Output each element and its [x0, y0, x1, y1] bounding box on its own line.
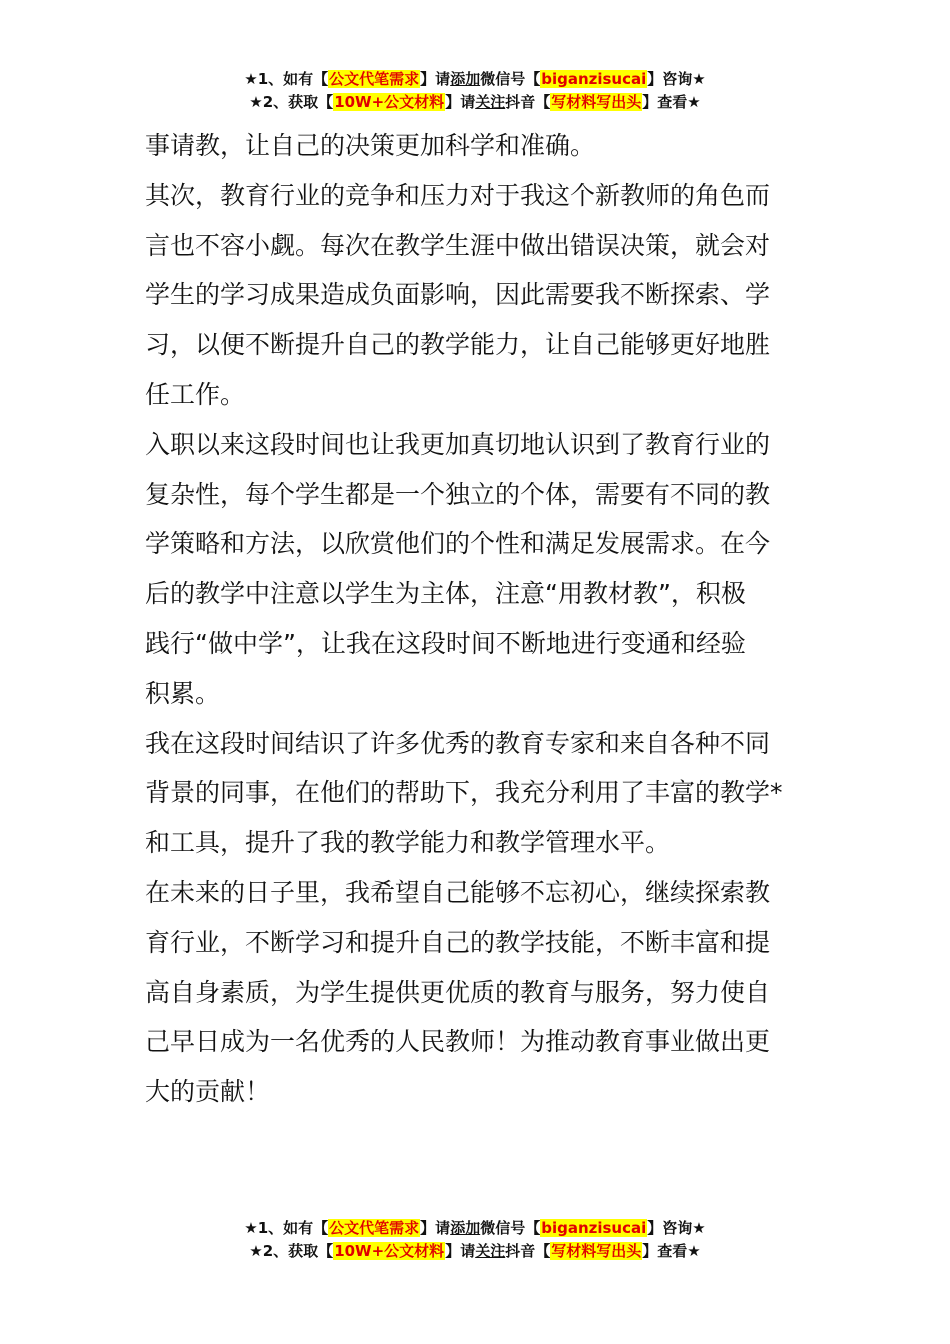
body-line: 践行“做中学”，让我在这段时间不断地进行变通和经验: [145, 628, 746, 658]
banner-text: 】请: [420, 70, 451, 88]
banner-underline: 添加: [450, 70, 481, 88]
banner-highlight: 写材料写出头: [551, 93, 642, 111]
body-line: 言也不容小觑。每次在教学生涯中做出错误决策，就会对: [145, 230, 771, 260]
banner-text: 】查看★: [642, 1242, 701, 1260]
banner-text: 】请: [420, 1219, 451, 1237]
body-line: 大的贡献！: [145, 1077, 271, 1107]
banner-text: 抖音【: [505, 93, 551, 111]
banner-underline: 添加: [450, 1219, 481, 1237]
body-line: 高自身素质，为学生提供更优质的教育与服务，努力使自: [145, 977, 771, 1007]
banner-underline: 关注: [475, 1242, 506, 1260]
body-line: 习，以便不断提升自己的教学能力，让自己能够更好地胜: [145, 330, 771, 360]
banner-text: 】请: [445, 1242, 476, 1260]
banner-text: ★2、获取【: [249, 93, 334, 111]
body-line: 事请教，让自己的决策更加科学和准确。: [145, 131, 596, 160]
banner-highlight: 写材料写出头: [551, 1242, 642, 1260]
bottom-banner: [0, 1217, 950, 1263]
banner-highlight: biganzisucai: [541, 1219, 647, 1237]
body-line: 学生的学习成果造成负面影响，因此需要我不断探索、学: [145, 280, 771, 310]
banner-text: ★1、如有【: [244, 1219, 329, 1237]
banner-line-2: [0, 1240, 950, 1263]
body-line: 我在这段时间结识了许多优秀的教育专家和来自各种不同: [145, 728, 771, 758]
body-line: 己早日成为一名优秀的人民教师！为推动教育事业做出更: [145, 1027, 771, 1057]
banner-text: 】查看★: [642, 93, 701, 111]
banner-line-2: [0, 91, 950, 114]
body-line: 后的教学中注意以学生为主体，注意“用教材教”，积极: [145, 579, 746, 609]
banner-text: ★1、如有【: [244, 70, 329, 88]
banner-line-1: [0, 68, 950, 91]
banner-text: 微信号【: [480, 70, 541, 88]
top-banner: [0, 68, 950, 114]
banner-text: 抖音【: [505, 1242, 551, 1260]
banner-text: 】咨询★: [647, 70, 706, 88]
banner-highlight: 10W+公文材料: [334, 1242, 445, 1260]
body-line: 其次，教育行业的竞争和压力对于我这个新教师的角色而: [145, 180, 771, 210]
banner-underline: 关注: [475, 93, 506, 111]
banner-text: 】请: [445, 93, 476, 111]
body-line: 在未来的日子里，我希望自己能够不忘初心，继续探索教: [145, 877, 771, 907]
body-line: 任工作。: [145, 379, 246, 409]
banner-text: ★2、获取【: [249, 1242, 334, 1260]
body-line: 入职以来这段时间也让我更加真切地认识到了教育行业的: [145, 429, 771, 459]
banner-text: 】咨询★: [647, 1219, 706, 1237]
body-line: 学策略和方法，以欣赏他们的个性和满足发展需求。在今: [145, 529, 771, 559]
banner-text: 微信号【: [480, 1219, 541, 1237]
banner-highlight: 公文代笔需求: [329, 1219, 420, 1237]
body-line: 和工具，提升了我的教学能力和教学管理水平。: [145, 828, 671, 858]
body-line: 背景的同事，在他们的帮助下，我充分利用了丰富的教学*: [145, 778, 783, 808]
banner-highlight: 10W+公文材料: [334, 93, 445, 111]
banner-highlight: 公文代笔需求: [329, 70, 420, 88]
document-body: [145, 121, 817, 1117]
body-line: 复杂性，每个学生都是一个独立的个体，需要有不同的教: [145, 479, 771, 509]
body-line: 育行业，不断学习和提升自己的教学技能，不断丰富和提: [145, 927, 771, 957]
banner-highlight: biganzisucai: [541, 70, 647, 88]
body-line: 积累。: [145, 678, 221, 708]
banner-line-1: [0, 1217, 950, 1240]
